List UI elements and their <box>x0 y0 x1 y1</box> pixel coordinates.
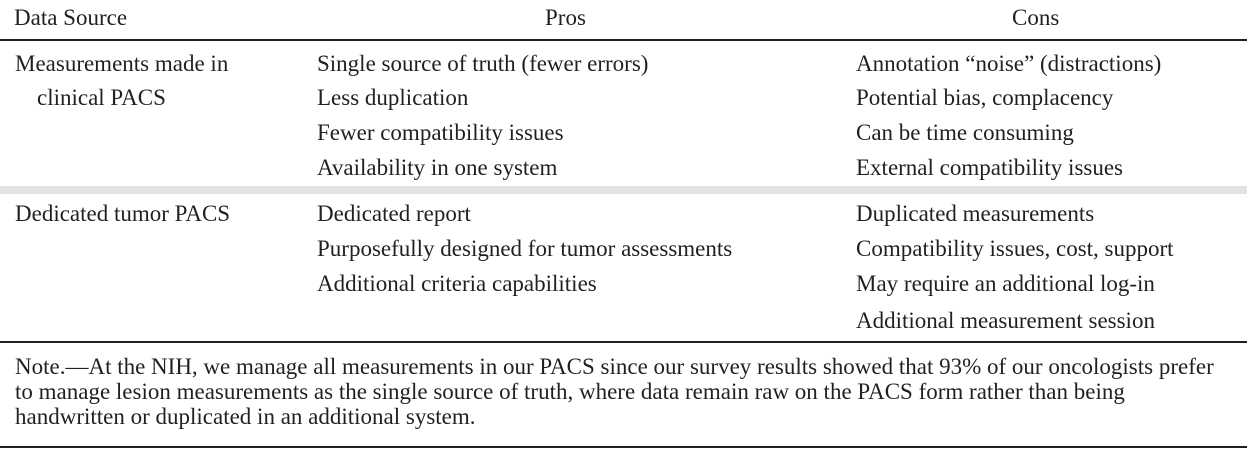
header-data-source: Data Source <box>14 5 128 30</box>
row1-source-line1: Measurements made in <box>15 51 229 76</box>
row1-pro-2: Less duplication <box>317 85 469 110</box>
row2-pro-1: Dedicated report <box>317 201 471 226</box>
row1-pro-3: Fewer compatibility issues <box>317 120 564 145</box>
header-rule <box>0 39 1247 41</box>
header-cons: Cons <box>1012 5 1060 30</box>
row1-con-3: Can be time consuming <box>856 120 1074 145</box>
row2-con-1: Duplicated measurements <box>856 201 1095 226</box>
row1-pro-4: Availability in one system <box>317 155 558 180</box>
row1-pro-1: Single source of truth (fewer errors) <box>317 51 649 76</box>
row2-con-3: May require an additional log-in <box>856 271 1155 296</box>
row2-pro-3: Additional criteria capabilities <box>317 271 597 296</box>
table-bottom-rule <box>0 341 1247 343</box>
note-bottom-rule <box>0 446 1247 448</box>
table-note: Note.—At the NIH, we manage all measurements in our PACS since our survey results showed that 93% of our oncologists prefer to manage lesion measurements as the single source of truth, where data remain raw on the PACS form rather than being handwritten or duplicated in an additional system. <box>15 354 1214 429</box>
row1-con-4: External compatibility issues <box>856 155 1124 180</box>
row1-source-line2: clinical PACS <box>37 85 166 110</box>
row-divider <box>0 186 1247 194</box>
row2-pro-2: Purposefully designed for tumor assessments <box>317 236 733 261</box>
row1-con-2: Potential bias, complacency <box>856 85 1114 110</box>
row2-con-2: Compatibility issues, cost, support <box>856 236 1174 261</box>
header-pros: Pros <box>545 5 586 30</box>
row2-source: Dedicated tumor PACS <box>15 201 231 226</box>
row1-con-1: Annotation “noise” (distractions) <box>856 51 1162 76</box>
row2-con-4: Additional measurement session <box>856 308 1155 333</box>
